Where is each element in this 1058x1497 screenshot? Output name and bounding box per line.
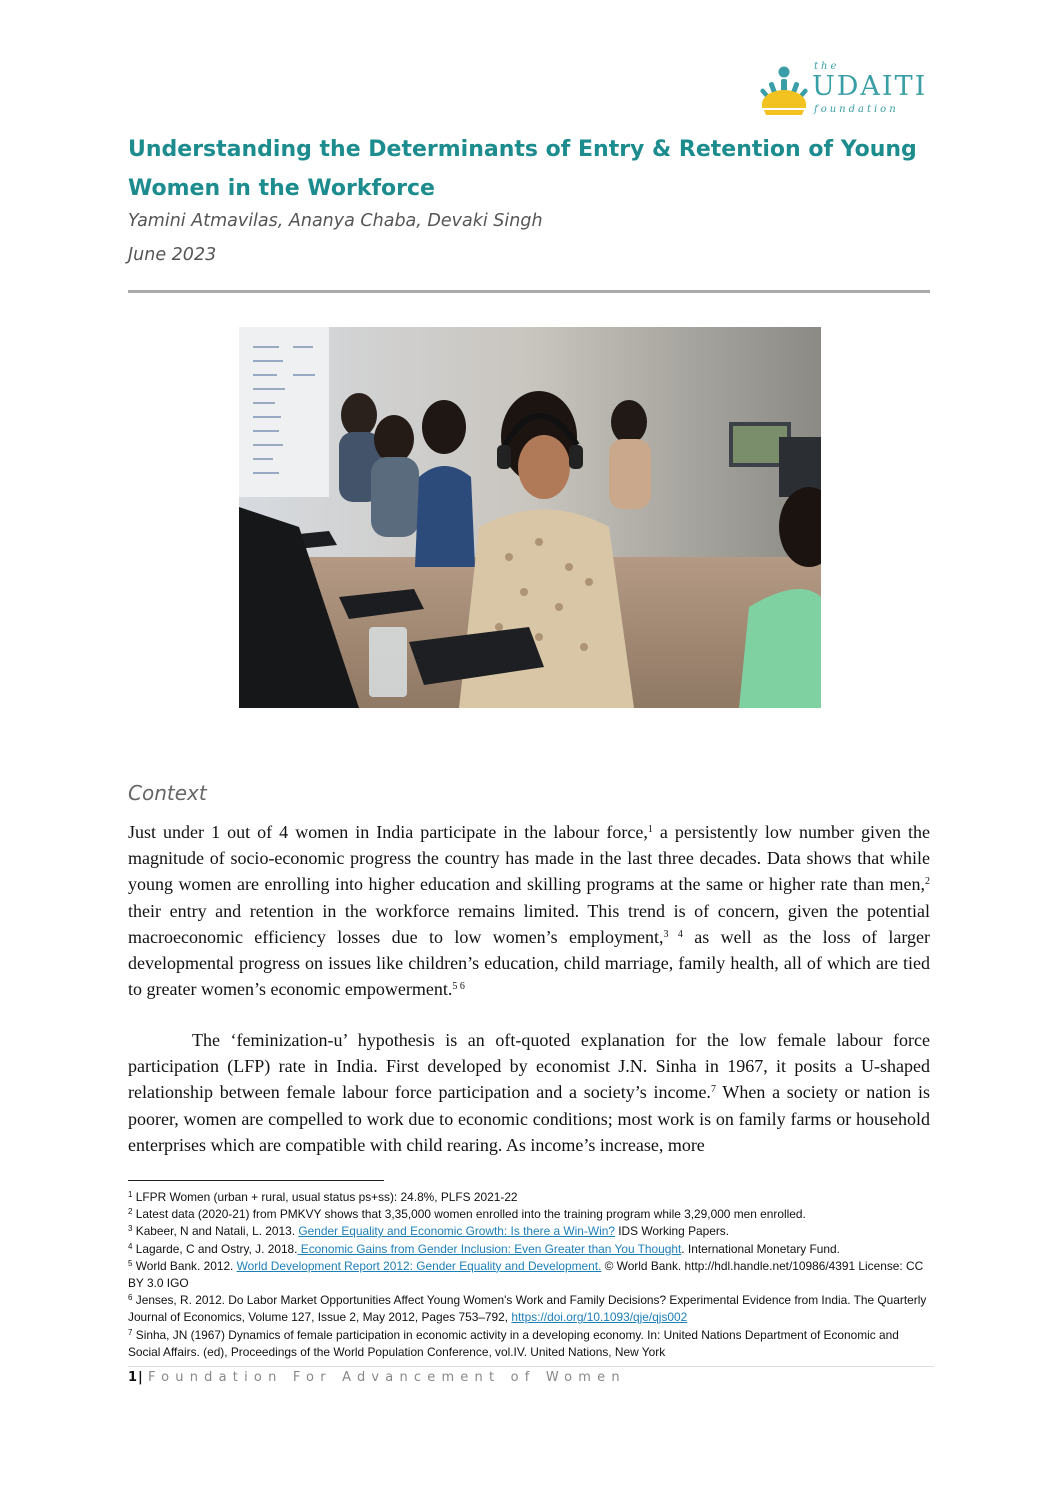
footnote-marker: 5 [128, 1258, 133, 1268]
text-run: as well as the loss of larger developmental progress on issues like children’s education, child marriage, family health, all of which are tied to greater women’s economic empowerment. [128, 926, 930, 1000]
footnote-item [128, 1241, 930, 1258]
footnote-item [128, 1327, 930, 1361]
context-paragraph-2 [128, 1027, 930, 1158]
footnote-marker: 3 [128, 1224, 133, 1234]
footnote-marker: 3 4 [663, 928, 683, 940]
text-run: Latest data (2020-21) from PMKVY shows that 3,35,000 women enrolled into the training program while 3,29,000 men enrolled. [132, 1207, 806, 1222]
text-run: their entry and retention in the workforce remains limited. This trend is of concern, given the potential macroeconomic efficiency losses due to low women’s employment, [128, 900, 930, 947]
footnote-item [128, 1206, 930, 1223]
footer-separator: | [138, 1370, 144, 1385]
text-run: Jenses, R. 2012. Do Labor Market Opportunities Affect Young Women's Work and Family Decisions? Experimental Evidence from India. The Quarterly Journal of Economics, Volume 127, Issue 2, May 2012, Pages 753–792, [128, 1293, 927, 1325]
text-run: IDS Working Papers. [614, 1224, 730, 1239]
publication-date: June 2023 [128, 245, 217, 265]
text-run: Just under 1 out of 4 women in India participate in the labour force, [128, 822, 648, 842]
logo-name-text: UDAITI [812, 71, 928, 102]
footer-divider [128, 1366, 934, 1367]
text-run: The ‘feminization-u’ hypothesis is an oft-quoted explanation for the low female labour force participation (LFP) rate in India. First developed by economist J.N. Sinha in 1967, it posits a U-shaped relationship between female labour force participation and a society’s income. [128, 1030, 930, 1103]
footnote-marker: 7 [710, 1084, 716, 1096]
text-run: © World Bank. http://hdl.handle.net/10986/4391 License: CC BY 3.0 IGO [128, 1258, 924, 1291]
text-run: Sinha, JN (1967) Dynamics of female participation in economic activity in a developing economy. In: United Nations Department of Economic and Social Affairs. (ed), Proceedings of the World Population Conference, vol.IV. United Nations, New York [128, 1327, 899, 1359]
header-divider [128, 290, 930, 293]
context-paragraph-1 [128, 819, 930, 1002]
text-run: LFPR Women (urban + rural, usual status ps+ss): 24.8%, PLFS 2021-22 [132, 1190, 518, 1204]
footnote-marker: 4 [128, 1241, 133, 1251]
footnote-marker: 6 [128, 1293, 133, 1303]
reference-link[interactable]: https://doi.org/10.1093/qje/qjs002 [511, 1310, 688, 1325]
footnote-marker: 1 [128, 1190, 133, 1199]
footnote-marker: 7 [128, 1327, 133, 1337]
footnote-marker: 2 [925, 876, 930, 888]
text-run: Lagarde, C and Ostry, J. 2018. [132, 1241, 298, 1256]
reference-link[interactable]: Economic Gains from Gender Inclusion: Even Greater than You Thought [297, 1241, 682, 1256]
reference-link[interactable]: Gender Equality and Economic Growth: Is there a Win-Win? [298, 1224, 615, 1239]
text-run: a persistently low number given the magnitude of socio-economic progress the country has made in the last three decades. Data shows that while young women are enrolling into higher education and skilling programs at the same or higher rate than men, [128, 822, 930, 895]
footnote-divider [128, 1180, 384, 1181]
reference-link[interactable]: World Development Report 2012: Gender Equality and Development. [236, 1258, 602, 1273]
text-run: Kabeer, N and Natali, L. 2013. [132, 1224, 299, 1239]
photo-women-call-center-icon [239, 327, 821, 708]
document-title: Understanding the Determinants of Entry & Retention of Young Women in the Workforce [128, 137, 917, 201]
text-run: When a society or nation is poorer, women are compelled to work due to economic conditions; most work is on family farms or household enterprises which are compatible with child rearing. As income’s increase, more [128, 1082, 930, 1155]
footnote-marker: 5 6 [452, 981, 465, 993]
logo-foundation-text: foundation [814, 104, 899, 115]
footnote-item [128, 1258, 930, 1292]
footnote-item [128, 1292, 930, 1326]
page-footer [128, 1370, 626, 1385]
authors: Yamini Atmavilas, Ananya Chaba, Devaki Singh [128, 211, 543, 231]
footnote-item [128, 1223, 930, 1240]
udaiti-logo [758, 62, 930, 120]
text-run: World Bank. 2012. [132, 1258, 237, 1273]
footer-organization: Foundation For Advancement of Women [147, 1370, 626, 1385]
footnote-marker: 2 [128, 1207, 133, 1217]
text-run: . International Monetary Fund. [681, 1241, 840, 1256]
logo-the-text: the [814, 61, 840, 72]
section-heading-context: Context [128, 781, 207, 805]
udaiti-sun-icon [758, 64, 810, 122]
footnotes-list [128, 1189, 930, 1361]
footnote-item [128, 1189, 930, 1206]
cover-photo [239, 327, 821, 708]
page-number: 1 [128, 1370, 139, 1385]
footnote-marker: 1 [647, 824, 653, 835]
